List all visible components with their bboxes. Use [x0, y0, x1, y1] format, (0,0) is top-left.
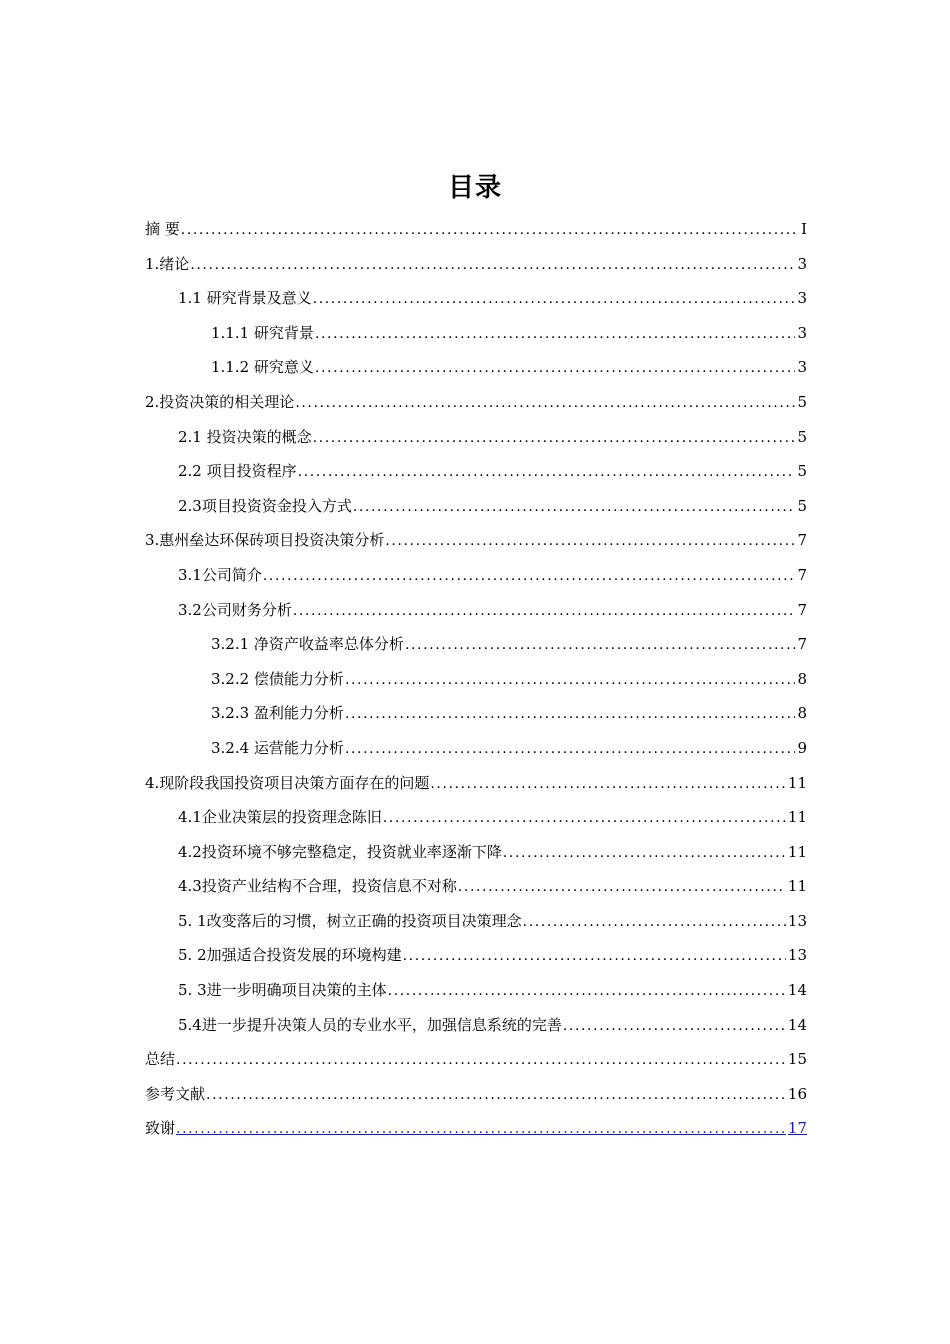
toc-entry-text: 参考文献 [145, 1084, 206, 1103]
toc-dot-leader [345, 663, 796, 697]
toc-page-number: 16 [787, 1084, 807, 1103]
toc-entry[interactable] [145, 350, 807, 385]
toc-entry-text: 1.1 研究背景及意义 [178, 289, 312, 308]
toc-entry-text: 3.2.4 运营能力分析 [211, 738, 344, 757]
toc-entry[interactable] [145, 766, 807, 801]
toc-dot-leader [206, 1078, 786, 1112]
toc-dot-leader [385, 524, 795, 558]
toc-entry[interactable] [145, 593, 807, 628]
toc-page-number: 3 [797, 358, 807, 377]
toc-entry[interactable] [145, 489, 807, 524]
toc-dot-leader [190, 248, 795, 282]
toc-entry[interactable] [145, 800, 807, 835]
toc-entry-text: 总结 [145, 1050, 176, 1069]
toc-dot-leader [295, 386, 795, 420]
toc-entry[interactable] [145, 247, 807, 282]
toc-page-number: 7 [797, 565, 807, 584]
toc-page-number: 5 [797, 496, 807, 515]
toc-entry[interactable] [145, 454, 807, 489]
toc-entry-text: 2.3项目投资资金投入方式 [178, 496, 352, 515]
toc-dot-leader [315, 351, 796, 385]
toc-entry[interactable] [145, 835, 807, 870]
toc-dot-leader [176, 1112, 786, 1146]
toc-entry[interactable] [145, 1008, 807, 1043]
toc-entry[interactable] [145, 385, 807, 420]
toc-dot-leader [405, 628, 796, 662]
toc-entry-text: 5. 1改变落后的习惯，树立正确的投资项目决策理念 [178, 911, 522, 930]
toc-entry-text: 2.1 投资决策的概念 [178, 427, 312, 446]
toc-entry-text: 3.2.1 净资产收益率总体分析 [211, 635, 404, 654]
toc-dot-leader [383, 801, 786, 835]
toc-entry-text: 4.现阶段我国投资项目决策方面存在的问题 [145, 773, 430, 792]
toc-page-number: 5 [797, 427, 807, 446]
toc-entry-text: 2.2 项目投资程序 [178, 462, 297, 481]
toc-entry-text: 4.2投资环境不够完整稳定，投资就业率逐渐下降 [178, 842, 502, 861]
toc-entry[interactable] [145, 420, 807, 455]
toc-entry[interactable] [145, 973, 807, 1008]
toc-entry[interactable] [145, 869, 807, 904]
toc-entry-text: 3.2.3 盈利能力分析 [211, 704, 344, 723]
toc-page-number: 14 [787, 1015, 807, 1034]
toc-entry[interactable] [145, 212, 807, 247]
toc-entry[interactable] [145, 1042, 807, 1077]
toc-dot-leader [293, 594, 796, 628]
toc-list [145, 212, 807, 1146]
toc-entry[interactable] [145, 627, 807, 662]
toc-entry-text: 1.1.1 研究背景 [211, 323, 314, 342]
toc-page-number: 7 [797, 600, 807, 619]
toc-dot-leader [563, 1009, 786, 1043]
toc-page-number: 3 [797, 289, 807, 308]
toc-dot-leader [523, 905, 786, 939]
toc-entry[interactable] [145, 281, 807, 316]
toc-dot-leader [353, 490, 796, 524]
toc-dot-leader [503, 836, 786, 870]
toc-entry-text: 3.2公司财务分析 [178, 600, 292, 619]
toc-dot-leader [176, 1043, 786, 1077]
toc-dot-leader [298, 455, 796, 489]
toc-entry-text: 5. 3进一步明确项目决策的主体 [178, 981, 387, 1000]
toc-page-number: 9 [797, 738, 807, 757]
toc-page-number: 5 [797, 462, 807, 481]
toc-page-number: 11 [787, 842, 807, 861]
toc-dot-leader [403, 939, 786, 973]
toc-dot-leader [430, 767, 786, 801]
toc-entry[interactable] [145, 938, 807, 973]
toc-page-number: 5 [797, 392, 807, 411]
toc-page-number: 8 [797, 669, 807, 688]
toc-dot-leader [181, 213, 797, 247]
toc-dot-leader [313, 282, 796, 316]
toc-entry[interactable] [145, 904, 807, 939]
toc-page-number: 14 [787, 981, 807, 1000]
toc-entry[interactable] [145, 523, 807, 558]
toc-dot-leader [345, 732, 796, 766]
toc-entry[interactable] [145, 316, 807, 351]
toc-entry[interactable] [145, 558, 807, 593]
toc-page-number: 3 [797, 254, 807, 273]
toc-entry[interactable] [145, 662, 807, 697]
toc-entry-text: 致谢 [145, 1119, 176, 1138]
toc-dot-leader [315, 317, 796, 351]
toc-entry-text: 3.1公司简介 [178, 565, 262, 584]
toc-dot-leader [263, 559, 796, 593]
toc-page-number: 8 [797, 704, 807, 723]
toc-page-number: 13 [787, 946, 807, 965]
toc-entry-text: 4.3投资产业结构不合理，投资信息不对称 [178, 877, 457, 896]
toc-entry[interactable] [145, 696, 807, 731]
toc-page-number: 17 [787, 1119, 807, 1138]
toc-page-number: 11 [787, 808, 807, 827]
toc-title: 目录 [447, 173, 502, 203]
toc-entry-text: 3.2.2 偿债能力分析 [211, 669, 344, 688]
toc-page-number: 11 [787, 773, 807, 792]
toc-entry-text: 摘 要 [145, 220, 180, 238]
toc-dot-leader [458, 870, 786, 904]
toc-page-number: 7 [797, 635, 807, 654]
toc-entry[interactable] [145, 731, 807, 766]
toc-page-number: I [801, 220, 807, 238]
toc-entry[interactable] [145, 1077, 807, 1112]
toc-entry-text: 5. 2加强适合投资发展的环境构建 [178, 946, 402, 965]
toc-entry-text: 3.惠州垒达环保砖项目投资决策分析 [145, 531, 385, 550]
toc-entry-text: 1.绪论 [145, 254, 190, 273]
toc-page-number: 15 [787, 1050, 807, 1069]
toc-dot-leader [345, 697, 796, 731]
toc-entry-text: 1.1.2 研究意义 [211, 358, 314, 377]
toc-dot-leader [313, 421, 796, 455]
toc-page-number: 13 [787, 911, 807, 930]
toc-entry-text: 2.投资决策的相关理论 [145, 392, 295, 411]
toc-entry[interactable] [145, 1111, 807, 1146]
toc-page-number: 3 [797, 323, 807, 342]
toc-page-number: 11 [787, 877, 807, 896]
toc-entry-text: 5.4进一步提升决策人员的专业水平，加强信息系统的完善 [178, 1015, 562, 1034]
toc-entry-text: 4.1企业决策层的投资理念陈旧 [178, 808, 382, 827]
toc-page-number: 7 [797, 531, 807, 550]
toc-dot-leader [388, 974, 786, 1008]
